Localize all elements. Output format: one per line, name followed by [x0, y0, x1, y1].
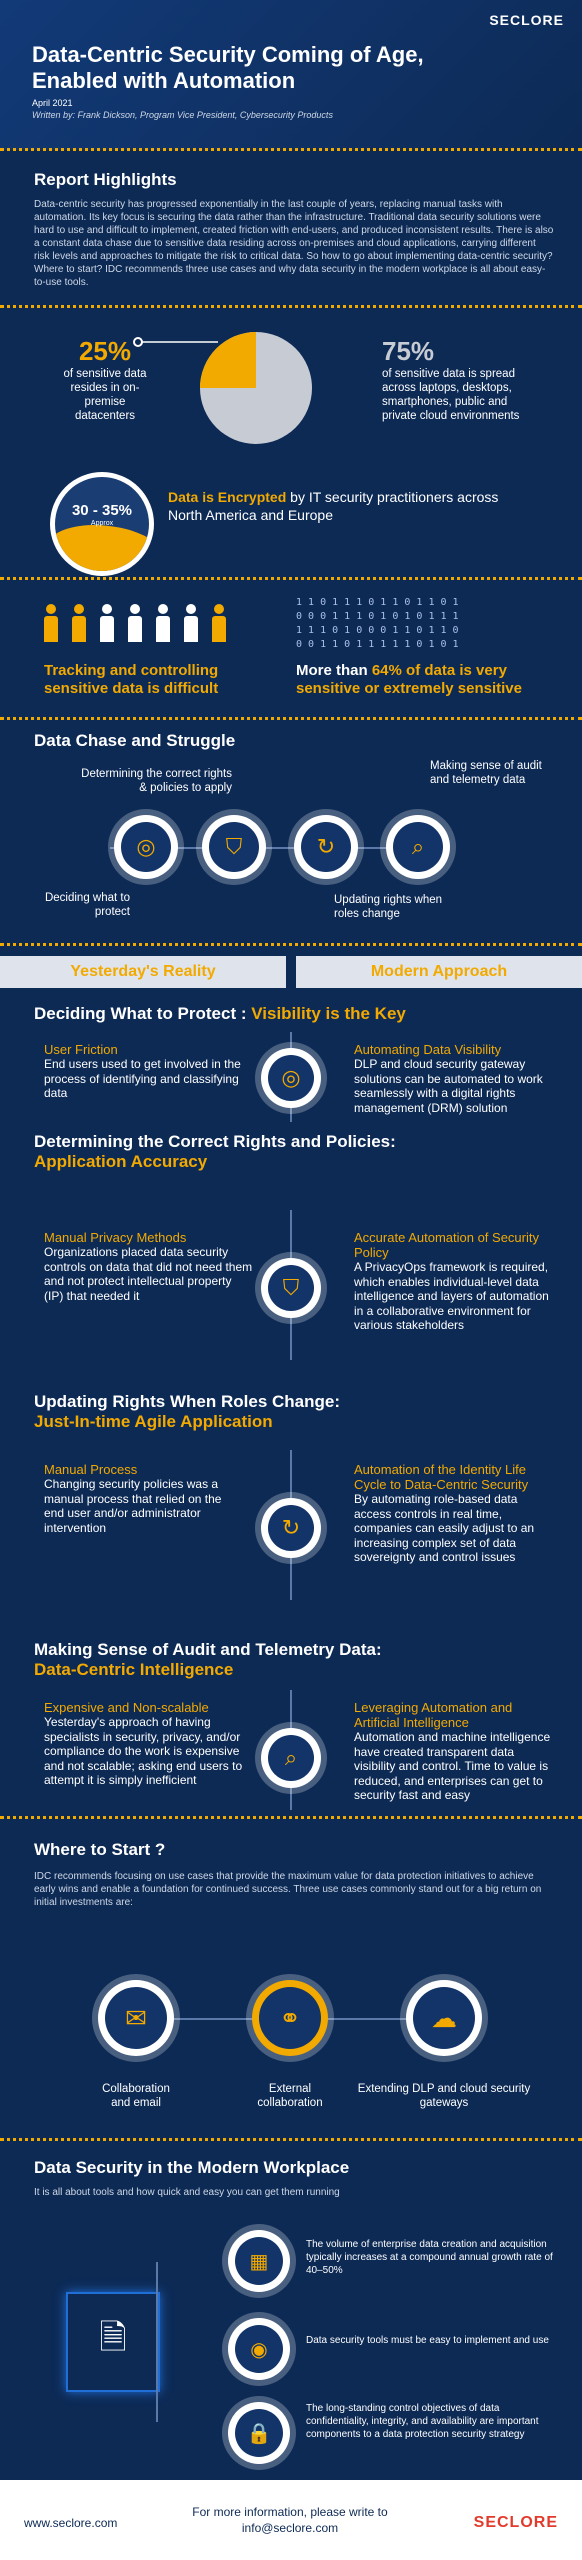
lock-icon: 🔒	[246, 2422, 272, 2445]
person-icon	[100, 604, 114, 642]
footer-website[interactable]: www.seclore.com	[24, 2516, 118, 2530]
where-to-start	[0, 1820, 582, 2140]
refresh-icon: ↻	[281, 1515, 301, 1540]
document-icon: 🗎	[66, 2292, 160, 2392]
shield-icon: ⛉	[282, 1275, 300, 1300]
target-icon: ◎	[281, 1065, 301, 1090]
email-link[interactable]: info@seclore.com	[241, 2521, 339, 2535]
point-cia: The long-standing control objectives of data confidentiality, integrity, and availability are important components to a data protection security strategy	[306, 2403, 539, 2440]
pointer-line	[132, 334, 222, 354]
person-icon	[184, 604, 198, 642]
report-highlights	[0, 150, 582, 725]
left-column: Manual Privacy Methods Organizations placed data security controls on data that did not need them and not protect intellectual property (IP) that needed it	[44, 1230, 253, 1303]
label-updating: Updating rights when roles change	[334, 894, 443, 920]
left-column: Expensive and Non-scalable Yesterday's approach of having specialists in security, privacy, and/or compliance do the work is expensive and not scalable; asking end users to attempt it is simply inefficient	[44, 1700, 243, 1787]
section-body: IDC recommends focusing on use cases that provide the maximum value for data protection initiatives to achieve early wins and enable a foundation for continued success. Three use cases commonly stand out for a big return on initial investments are:	[34, 1871, 542, 1908]
section-title: Data Chase and Struggle	[34, 731, 236, 750]
divider	[0, 577, 582, 580]
tracking-text: Tracking and controlling sensitive data is difficult	[44, 662, 219, 697]
right-column: Leveraging Automation and Artificial Intelligence Automation and machine intelligence have created transparent data visibility and control. Time to value is reduced, and enterprises can get to security fast and easy	[354, 1700, 551, 1802]
modern-connector	[156, 2262, 158, 2422]
right-column: Automation of the Identity Life Cycle to Data-Centric Security By automating role-based data access controls in real time, companies can easily adjust to an increasing complex set of data sovereignty and control issues	[354, 1462, 535, 1564]
binary-panel: 1 1 0 1 1 1 0 1 1 0 1 1 0 1 0 0 0 1 1 1 0 1 0 1 0 1 1 1 1 1 1 0 1 0 0 0 1 1 0 1 1 0 0 0 1 1 0 1 1 1 1 1 0 1 0 1	[296, 597, 459, 650]
start-label-cloud: Extending DLP and cloud security gateways	[357, 2083, 531, 2109]
start-node-external	[252, 1980, 328, 2056]
visibility-node	[261, 1048, 321, 1108]
label-audit: Making sense of audit and telemetry data	[430, 760, 542, 786]
start-label-external: External collaboration	[257, 2083, 323, 2109]
header-modern: Modern Approach	[296, 956, 582, 988]
page-title: Data-Centric Security Coming of Age, Enabled with Automation	[32, 42, 424, 93]
compare-heading: Deciding What to Protect : Visibility is the Key	[34, 1004, 406, 1023]
chase-node-updating	[294, 815, 358, 879]
encrypted-text: Data is Encrypted by IT security practitioners across North America and Europe	[168, 489, 499, 523]
section-title: Where to Start ?	[34, 1840, 166, 1859]
chart-icon: ▦	[249, 2250, 269, 2273]
compare-heading: Making Sense of Audit and Telemetry Data: Data-Centric Intelligence	[34, 1640, 382, 1679]
author: Written by: Frank Dickson, Program Vice President, Cybersecurity Products	[32, 110, 333, 120]
start-node-cloud	[406, 1980, 482, 2056]
stat-25: 25% of sensitive data resides in on-premise datacenters	[63, 336, 147, 422]
section-title: Data Security in the Modern Workplace	[34, 2158, 350, 2177]
data-chase	[0, 725, 582, 955]
envelope-icon: ✉	[125, 2002, 147, 2033]
label-protect: Deciding what to protect	[44, 892, 130, 918]
audit-icon: ⌕	[411, 834, 425, 859]
date: April 2021	[32, 98, 73, 108]
footer	[0, 2480, 582, 2560]
start-node-email	[98, 1980, 174, 2056]
divider	[0, 305, 582, 308]
left-column: Manual Process Changing security policies was a manual process that relied on the end user and/or administrator intervention	[44, 1462, 222, 1535]
divider	[0, 1816, 582, 1819]
compare-section-2	[0, 1120, 582, 1370]
person-icon	[212, 604, 226, 642]
sensitive-text: More than 64% of data is very sensitive or extremely sensitive	[296, 662, 522, 697]
rights-node	[261, 1258, 321, 1318]
left-column: User Friction End users used to get involved in the process of identifying and classifying data	[44, 1042, 241, 1100]
refresh-icon: ↻	[316, 834, 336, 859]
cia-node	[228, 2402, 290, 2464]
compare-headers	[0, 956, 582, 988]
right-column: Accurate Automation of Security Policy A PrivacyOps framework is required, which enables individual-level data intelligence and layers of automation in a collaborative environment for various stakeholders	[354, 1230, 549, 1332]
brand-logo: SECLORE	[489, 12, 564, 28]
start-label-email: Collaboration and email	[102, 2083, 170, 2109]
chase-node-protect	[114, 815, 178, 879]
compare-section-4	[0, 1620, 582, 1820]
fingerprint-icon: ◉	[250, 2338, 268, 2361]
stat-75: 75% of sensitive data is spread across laptops, desktops, smartphones, public and private cloud environments	[382, 336, 520, 422]
footer-brand-logo: SECLORE	[473, 2514, 558, 2531]
person-icon	[72, 604, 86, 642]
person-icon	[44, 604, 58, 642]
section-subtitle: It is all about tools and how quick and easy you can get them running	[34, 2187, 340, 2198]
divider	[0, 943, 582, 946]
divider	[0, 717, 582, 720]
header	[0, 0, 582, 150]
target-icon: ◎	[136, 834, 156, 859]
compare-section-1	[0, 992, 582, 1120]
point-easy: Data security tools must be easy to implement and use	[306, 2335, 549, 2346]
header-yesterday: Yesterday's Reality	[0, 956, 286, 988]
modern-workplace	[0, 2140, 582, 2480]
easy-node	[228, 2318, 290, 2380]
section-title: Report Highlights	[34, 170, 177, 189]
audit-icon: ⌕	[284, 1745, 298, 1770]
chase-node-audit	[386, 815, 450, 879]
compare-heading: Determining the Correct Rights and Policies: Application Accuracy	[34, 1132, 396, 1171]
right-column: Automating Data Visibility DLP and cloud security gateway solutions can be automated to work seamlessly with a digital rights management (DRM) solution	[354, 1042, 543, 1115]
people-row	[44, 600, 254, 650]
updating-node	[261, 1498, 321, 1558]
label-rights: Determining the correct rights & policies to apply	[81, 768, 232, 794]
handshake-icon: ⚭	[279, 2002, 301, 2033]
shield-icon: ⛉	[225, 834, 243, 859]
encrypted-gauge: 30 - 35% Approx	[50, 472, 154, 576]
cloud-icon: ☁	[431, 2002, 457, 2033]
compare-heading: Updating Rights When Roles Change: Just-In-time Agile Application	[34, 1392, 340, 1431]
point-growth: The volume of enterprise data creation and acquisition typically increases at a compound annual growth rate of 40–50%	[306, 2239, 553, 2276]
chase-node-rights	[202, 815, 266, 879]
audit-node	[261, 1728, 321, 1788]
growth-node	[228, 2230, 290, 2292]
compare-section-3	[0, 1370, 582, 1620]
person-icon	[156, 604, 170, 642]
section-body: Data-centric security has progressed exponentially in the last couple of years, replacing manual tasks with automation. Its key focus is securing the data rather than the infrastructure. Traditional data security solutions were hard to use and difficult to implement, created friction with end-users, and produced inconsistent results. There is also a constant data chase due to sensitive data residing across on-premises and cloud applications, carrying different risk levels and approaches to mitigate the risk to critical data. So how to go about implementing data-centric security? Where to start? IDC recommends three use cases and why data security in the modern workplace is all about easy-to-use tools.	[34, 199, 554, 288]
footer-info: For more information, please write to info@seclore.com	[170, 2504, 410, 2536]
person-icon	[128, 604, 142, 642]
